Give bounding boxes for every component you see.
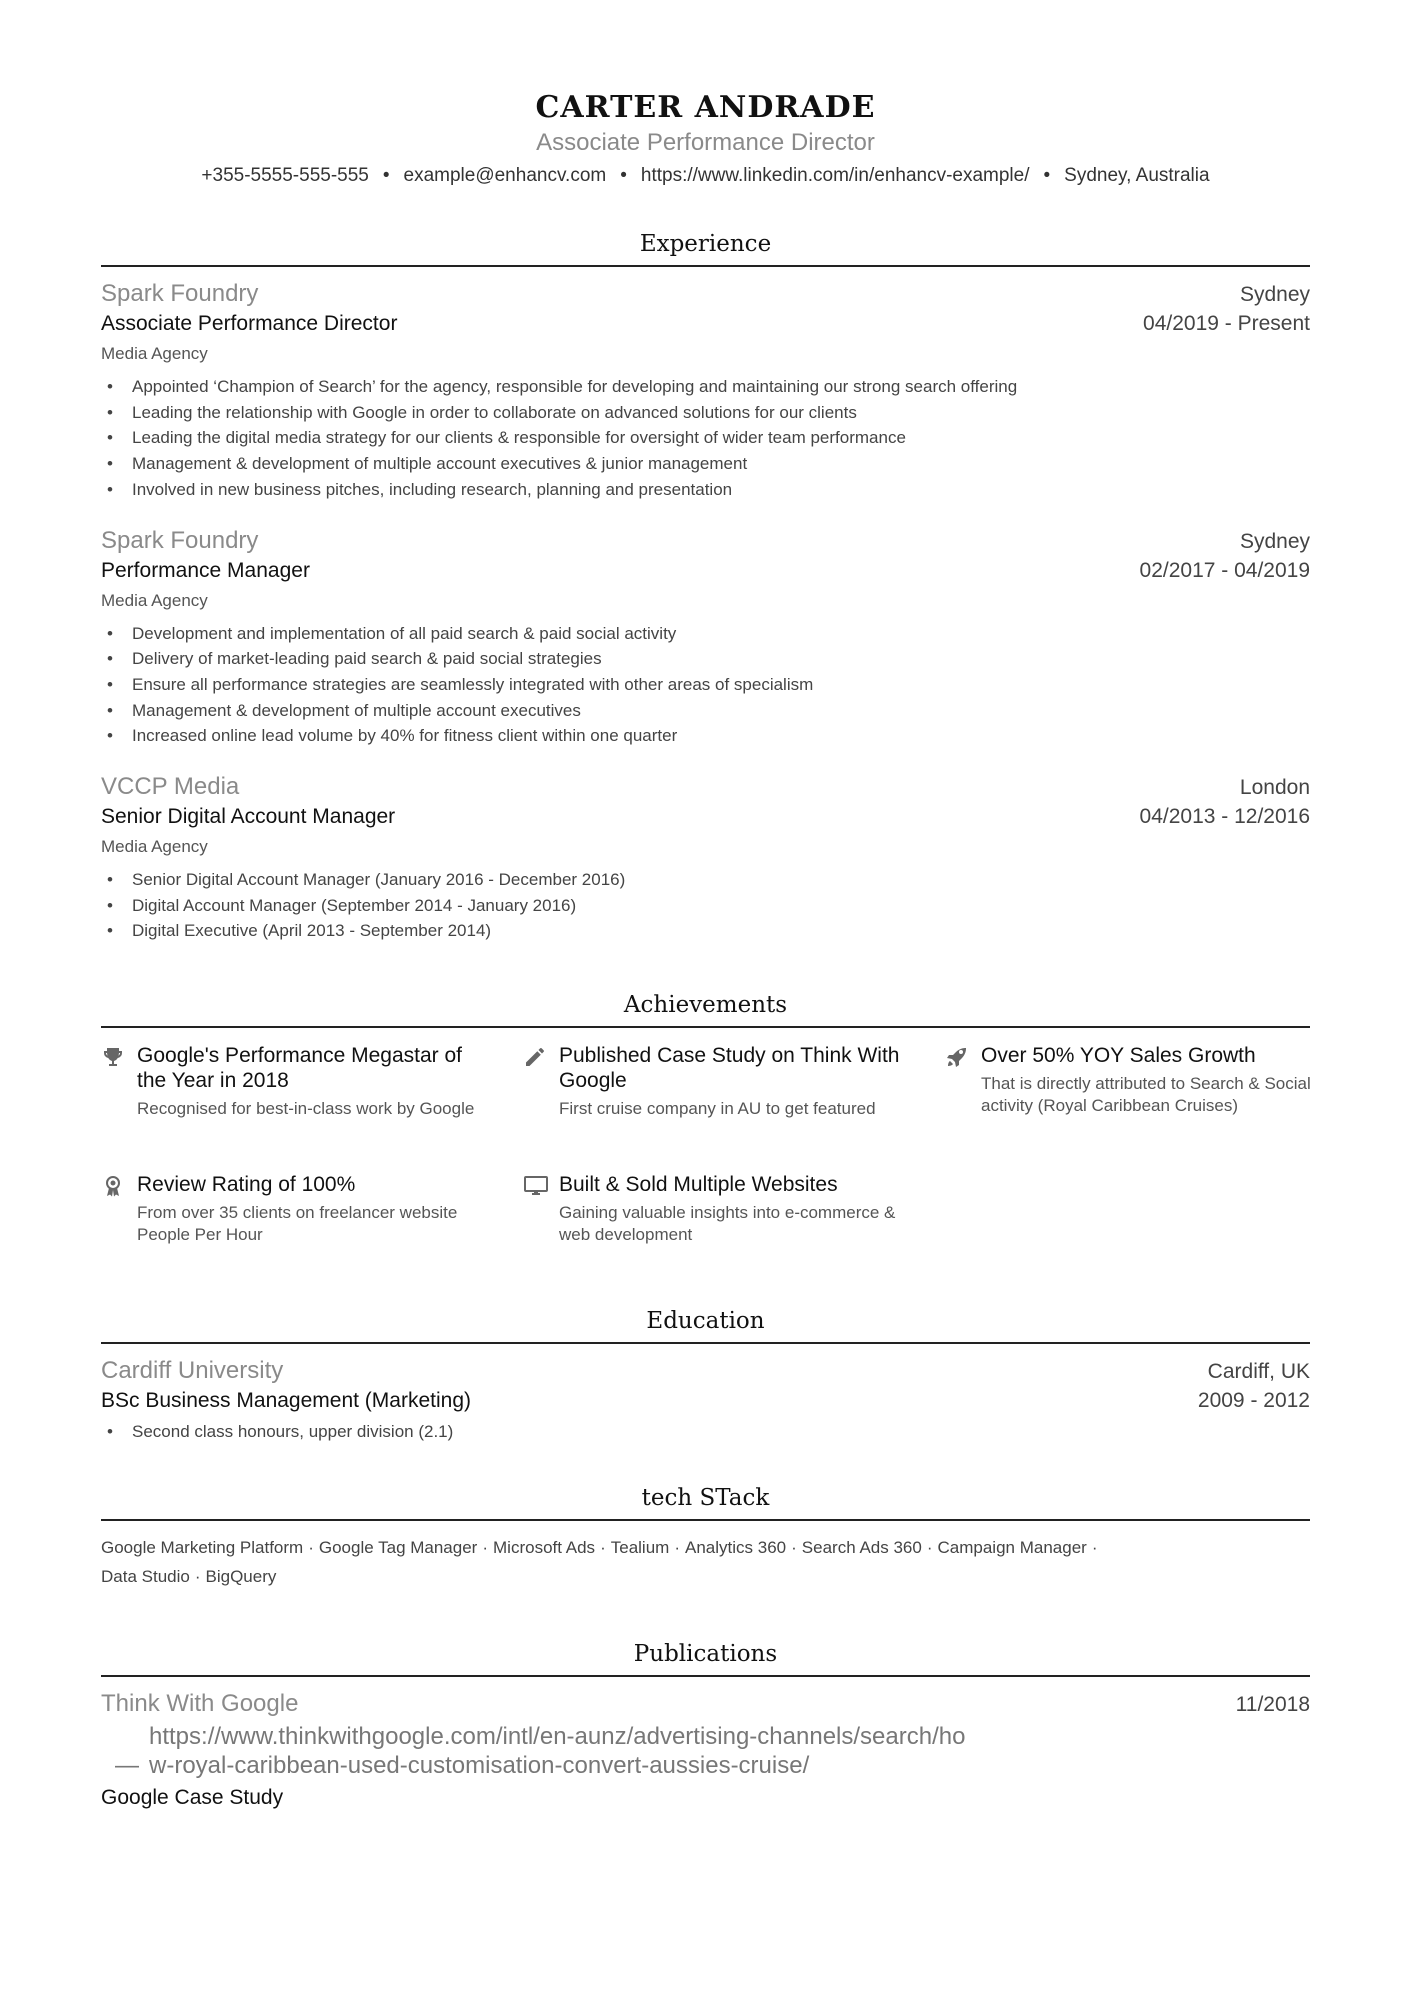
achievement-item: [137, 1172, 497, 1246]
company-name: VCCP Media: [101, 773, 240, 801]
achievement-desc: First cruise company in AU to get featured: [559, 1099, 876, 1119]
tech-item: Microsoft Ads: [493, 1537, 596, 1557]
publication-dash: —: [115, 1751, 139, 1779]
education-section: [101, 1308, 1310, 1445]
section-title-experience: Experience: [101, 231, 1310, 267]
trophy-icon: [101, 1045, 125, 1069]
education-bullets: [101, 1419, 1310, 1445]
list-item: • Appointed ‘Champion of Search’ for the agency, responsible for developing and maintaining our strong search offering: [101, 374, 1310, 400]
achievement-desc: From over 35 clients on freelancer website People Per Hour: [137, 1203, 458, 1245]
company-name: Spark Foundry: [101, 280, 259, 307]
list-item: • Ensure all performance strategies are seamlessly integrated with other areas of specialism: [101, 672, 1310, 698]
list-item: • Increased online lead volume by 40% for fitness client within one quarter: [101, 723, 1310, 749]
achievement-title: Built & Sold Multiple Websites: [559, 1173, 838, 1197]
monitor-icon: [523, 1174, 547, 1198]
tech-item: Google Tag Manager: [318, 1537, 478, 1557]
tech-separator: ·: [926, 1537, 933, 1557]
job-location: London: [1239, 776, 1310, 800]
experience-section: [101, 231, 1310, 944]
section-title-publications: Publications: [101, 1641, 1310, 1677]
list-item: • Leading the digital media strategy for our clients & responsible for oversight of wider team performance: [101, 425, 1310, 451]
education-dates: 2009 - 2012: [1197, 1389, 1310, 1413]
section-title-education: Education: [101, 1308, 1310, 1344]
publication-entry: [101, 1690, 1310, 1810]
job-bullets: [101, 867, 1310, 944]
tech-item: Search Ads 360: [801, 1537, 922, 1557]
tech-stack-section: [101, 1485, 1310, 1591]
job-title: Associate Performance Director: [101, 312, 398, 335]
company-name: Spark Foundry: [101, 526, 259, 554]
achievement-desc: That is directly attributed to Search & Social activity (Royal Caribbean Cruises): [981, 1074, 1311, 1116]
contact-separator: •: [620, 165, 627, 186]
achievement-desc: Gaining valuable insights into e-commerce & web development: [559, 1203, 896, 1245]
tech-separator: ·: [482, 1537, 489, 1557]
candidate-role: Associate Performance Director: [536, 129, 875, 156]
achievement-item: [559, 1043, 919, 1120]
experience-entry: [101, 773, 1310, 944]
contact-line: [101, 165, 1310, 187]
tech-separator: ·: [600, 1537, 606, 1557]
award-icon: [101, 1174, 125, 1198]
job-dates: 04/2013 - 12/2016: [1139, 805, 1310, 829]
experience-entry: [101, 280, 1310, 503]
achievements-section: [101, 992, 1310, 1278]
list-item: • Involved in new business pitches, including research, planning and presentation: [101, 477, 1310, 503]
achievement-title: Published Case Study on Think With Google: [559, 1044, 900, 1093]
degree: BSc Business Management (Marketing): [101, 1389, 471, 1413]
tech-stack-list: [101, 1533, 1310, 1591]
tech-separator: ·: [791, 1537, 797, 1557]
school-location: Cardiff, UK: [1207, 1360, 1310, 1384]
job-bullets: [101, 374, 1310, 503]
location: Sydney, Australia: [1064, 165, 1210, 186]
achievement-title: Google's Performance Megastar of the Year in 2018: [137, 1044, 462, 1093]
tech-separator: ·: [1091, 1537, 1098, 1557]
tech-item: Tealium: [610, 1537, 670, 1557]
contact-separator: •: [1043, 165, 1051, 186]
list-item: • Development and implementation of all paid search & paid social activity: [101, 621, 1310, 647]
rocket-icon: [945, 1045, 969, 1069]
publication-description: Google Case Study: [101, 1785, 284, 1809]
list-item: • Management & development of multiple account executives: [101, 698, 1310, 724]
publication-url-block: [101, 1722, 969, 1780]
experience-entry: [101, 527, 1310, 750]
company-type: Media Agency: [101, 837, 208, 857]
tech-separator: ·: [194, 1566, 201, 1586]
tech-item: BigQuery: [205, 1566, 277, 1586]
tech-item: Data Studio: [101, 1566, 190, 1586]
job-dates: 02/2017 - 04/2019: [1139, 558, 1310, 582]
section-title-tech-stack: tech STack: [101, 1485, 1310, 1521]
list-item: • Senior Digital Account Manager (January 2016 - December 2016): [101, 867, 1310, 893]
job-dates: 04/2019 - Present: [1143, 312, 1310, 335]
publication-url-link[interactable]: https://www.thinkwithgoogle.com/intl/en-aunz/advertising-channels/search/how-royal-caribbean-used-customisation-convert-aussies-cruise/: [149, 1722, 966, 1779]
list-item: • Second class honours, upper division (2.1): [101, 1419, 1310, 1445]
tech-separator: ·: [674, 1537, 680, 1557]
resume-header: [101, 90, 1310, 187]
company-type: Media Agency: [101, 590, 208, 610]
publications-section: [101, 1641, 1310, 1810]
pencil-icon: [523, 1045, 547, 1069]
achievement-item: [559, 1172, 919, 1246]
company-type: Media Agency: [101, 344, 208, 363]
list-item: • Delivery of market-leading paid search & paid social strategies: [101, 646, 1310, 672]
job-bullets: [101, 621, 1310, 750]
education-entry: [101, 1357, 1310, 1445]
contact-separator: •: [382, 165, 390, 186]
school-name: Cardiff University: [101, 1357, 284, 1385]
achievement-item: [137, 1043, 497, 1120]
publication-source: Think With Google: [101, 1689, 299, 1717]
list-item: • Leading the relationship with Google in order to collaborate on advanced solutions for our clients: [101, 400, 1310, 426]
achievement-title: Review Rating of 100%: [137, 1173, 356, 1197]
job-title: Senior Digital Account Manager: [101, 805, 396, 829]
achievement-title: Over 50% YOY Sales Growth: [981, 1044, 1256, 1068]
phone: +355-5555-555-555: [201, 165, 369, 186]
achievement-item: [981, 1043, 1311, 1117]
linkedin-link[interactable]: https://www.linkedin.com/in/enhancv-example/: [640, 165, 1030, 186]
tech-item: Analytics 360: [685, 1537, 787, 1557]
candidate-name: CARTER ANDRADE: [535, 90, 876, 125]
list-item: • Digital Executive (April 2013 - September 2014): [101, 918, 1310, 944]
tech-item: Campaign Manager: [937, 1537, 1087, 1557]
email-link[interactable]: example@enhancv.com: [403, 165, 607, 186]
resume-content: [101, 0, 1310, 1810]
tech-item: Google Marketing Platform: [101, 1537, 304, 1557]
achievements-grid: [101, 1028, 1310, 1278]
tech-separator: ·: [308, 1537, 314, 1557]
achievement-desc: Recognised for best-in-class work by Google: [137, 1099, 475, 1119]
publication-date: 11/2018: [1235, 1692, 1310, 1716]
job-location: Sydney: [1239, 529, 1310, 553]
section-title-achievements: Achievements: [101, 992, 1310, 1028]
job-location: Sydney: [1239, 283, 1310, 306]
list-item: • Management & development of multiple account executives & junior management: [101, 451, 1310, 477]
job-title: Performance Manager: [101, 558, 310, 582]
list-item: • Digital Account Manager (September 2014 - January 2016): [101, 893, 1310, 919]
